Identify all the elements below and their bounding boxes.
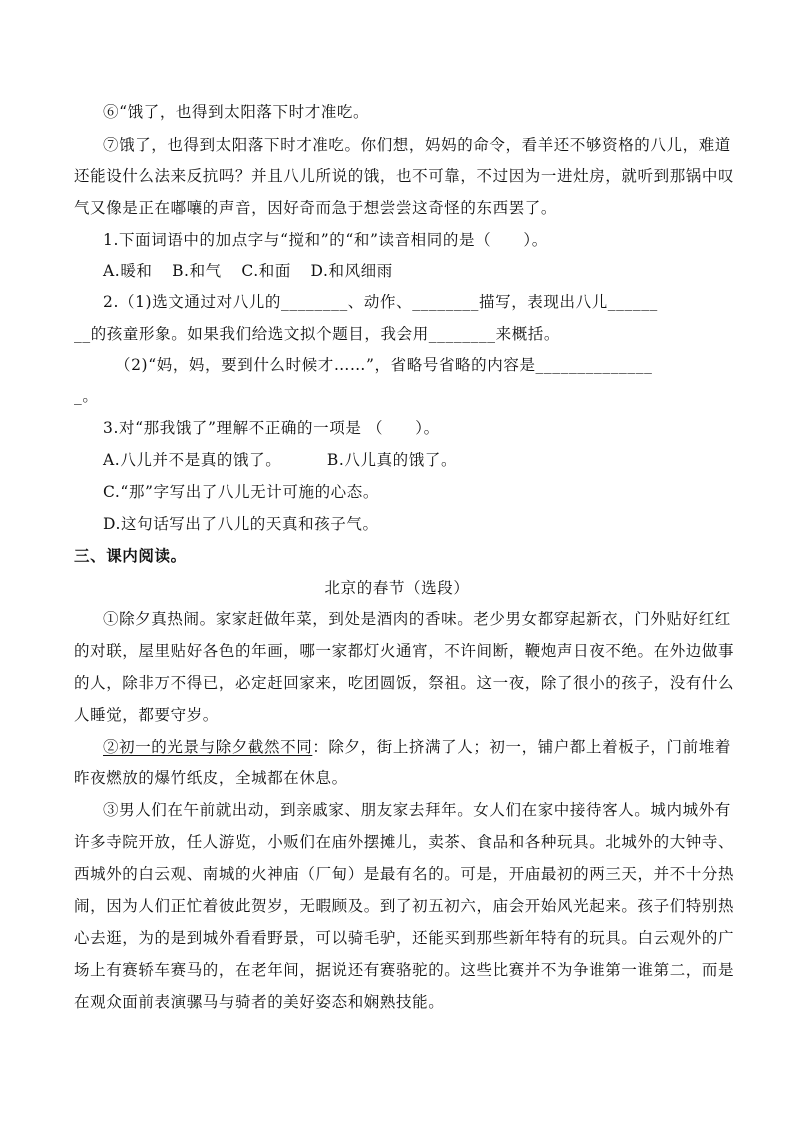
question-2-part-2-line-2: _。: [74, 387, 99, 405]
question-1: 1.下面词语中的加点字与“搅和”的“和”读音相同的是（ ）。: [103, 231, 548, 249]
passage-p2-line-1-rest: ：除夕，街上挤满了人；初一，铺户都上着板子，门前堆着: [312, 738, 731, 756]
passage-p3-line-7: 在观众面前表演骡马与骑者的美好姿态和娴熟技能。: [74, 993, 445, 1011]
option-a: A.八儿并不是真的饿了。: [103, 451, 282, 469]
passage-p3-line-3: 西城外的白云观、南城的火神庙（厂甸）是最有名的。可是，开庙最初的两三天，并不十分热: [74, 865, 735, 883]
passage-p3-line-5: 心去逛，为的是到城外看看野景，可以骑毛驴，还能买到那些新年特有的玩具。白云观外的广: [74, 929, 735, 947]
question-3-options-ab: [103, 450, 714, 470]
passage-title: 北京的春节（选段）: [324, 579, 470, 597]
passage-p3-line-4: 闹，因为人们正忙着彼此贺岁，无暇顾及。到了初五初六，庙会开始风光起来。孩子们特别热: [74, 897, 735, 915]
paragraph-7-line-3: 气又像是正在嘟嚷的声音，因好奇而急于想尝尝这奇怪的东西罢了。: [74, 199, 558, 217]
passage-p1-line-3: 的人，除非万不得已，必定赶回家来，吃团圆饭，祭祖。这一夜，除了很小的孩子，没有什么: [74, 674, 735, 692]
passage-p1-line-2: 的对联，屋里贴好各色的年画，哪一家都灯火通宵，不许间断，鞭炮声日夜不绝。在外边做事: [74, 642, 735, 660]
question-2-part-2-line-1: （2)“妈，妈，要到什么时候才……”，省略号省略的内容是______________: [115, 356, 653, 374]
question-3: 3.对“那我饿了”理解不正确的一项是 （ ）。: [103, 419, 440, 437]
paragraph-7-line-1: ⑦饿了，也得到太阳落下时才准吃。你们想，妈妈的命令，看羊还不够资格的八儿，难道: [103, 136, 731, 154]
passage-p1-line-4: 人睡觉，都要守岁。: [74, 706, 219, 724]
underlined-sentence: ②初一的光景与除夕截然不同: [103, 738, 313, 756]
passage-p1-line-1: ①除夕真热闹。家家赶做年菜，到处是酒肉的香味。老少男女都穿起新衣，门外贴好红红: [103, 610, 731, 628]
option-b: B.八儿真的饿了。: [326, 451, 458, 469]
passage-p3-line-1: ③男人们在午前就出动，到亲戚家、朋友家去拜年。女人们在家中接待客人。城内城外有: [103, 801, 731, 819]
passage-p3-line-2: 许多寺院开放，任人游览，小贩们在庙外摆摊儿，卖茶、食品和各种玩具。北城外的大钟寺、: [74, 833, 735, 851]
question-3-option-d: D.这句话写出了八儿的天真和孩子气。: [103, 515, 379, 533]
question-3-option-c: C.“那”字写出了八儿无计可施的心态。: [103, 483, 379, 501]
question-2-part-1-line-1: 2.（1)选文通过对八儿的________、动作、________描写，表现出八儿______: [103, 293, 658, 311]
option-d: D.和风细雨: [310, 262, 393, 280]
passage-p2-line-1: [103, 737, 731, 757]
paragraph-7-line-2: 还能设什么法来反抗吗？并且八儿所说的饿，也不可靠，不过因为一进灶房，就听到那锅中叹: [74, 167, 735, 185]
passage-p3-line-6: 场上有赛轿车赛马的，在老年间，据说还有赛骆驼的。这些比赛并不为争谁第一谁第二，而是: [74, 961, 735, 979]
quote-line-6: ⑥“饿了，也得到太阳落下时才准吃。: [103, 103, 370, 121]
section-heading: 三、课内阅读。: [74, 547, 187, 565]
question-1-options: [103, 261, 714, 281]
passage-p2-line-2: 昨夜燃放的爆竹纸皮，全城都在休息。: [74, 769, 348, 787]
question-2-part-1-line-2: __的孩童形象。如果我们给选文拟个题目，我会用________来概括。: [74, 325, 561, 343]
option-b: B.和气: [172, 262, 222, 280]
option-c: C.和面: [241, 262, 291, 280]
option-a: A.暖和: [103, 262, 153, 280]
